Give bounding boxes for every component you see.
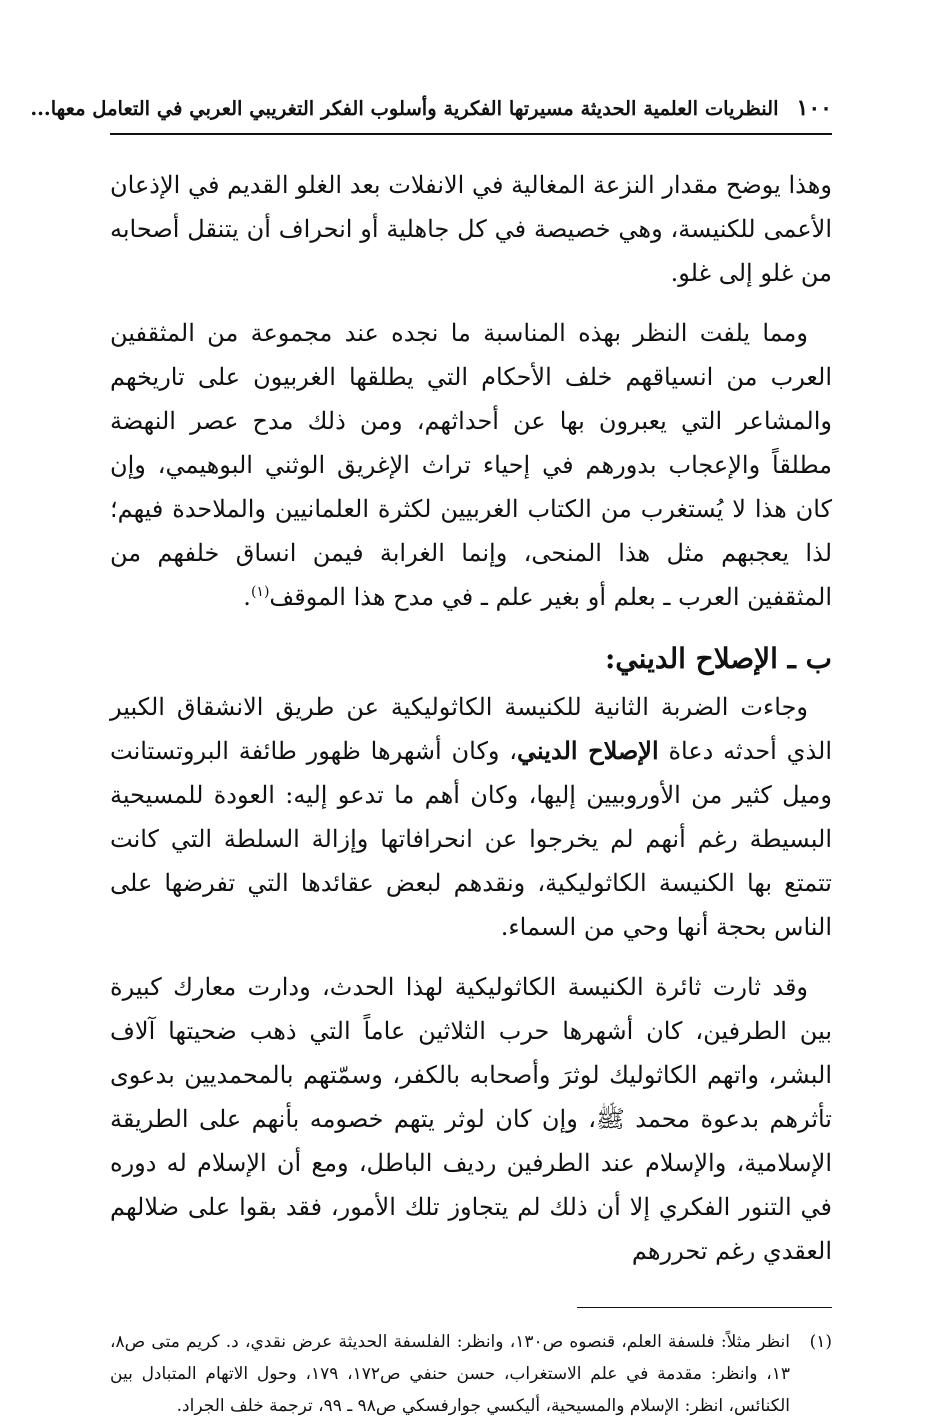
paragraph-2	[110, 311, 832, 619]
book-page	[30, 95, 833, 1422]
footnote-reference[interactable]: (١)	[250, 584, 270, 600]
paragraph-3-text-b: ، وكان أشهرها ظهور طائفة البروتستانت وميل كثير من الأوروبيين إليها، وكان أهم ما تدعو إليه: العودة للمسيحية البسيطة رغم أنهم لم يخرجوا عن انحرافاتها وإزالة السلطة التي كانت تتمتع بها الكنيسة الكاثوليكية، ونقدهم لبعض عقائدها التي تفرضها على الناس بحجة أنها وحي من السماء.	[110, 737, 833, 941]
footnote-text: انظر مثلاً: فلسفة العلم، قنصوه ص١٣٠، وانظر: الفلسفة الحديثة عرض نقدي، د. كريم متى ص٨، ١٣، وانظر: مقدمة في علم الاستغراب، حسن حنفي ص١٧٢، ١٧٩، وحول الاتهام المتبادل بين الكنائس، انظر: الإسلام والمسيحية، أليكسي جوارفسكي ص٩٨ ـ ٩٩، ترجمة خلف الجراد.	[110, 1332, 791, 1416]
running-header	[30, 95, 832, 129]
paragraph-3-text-a: وجاءت الضربة الثانية للكنيسة الكاثوليكية عن طريق الانشقاق الكبير الذي أحدثه دعاة	[110, 693, 833, 765]
footnote-mark: (١)	[809, 1332, 832, 1352]
paragraph-3-bold-term: الإصلاح الديني	[517, 736, 659, 765]
paragraph-3	[110, 685, 832, 949]
footnote-divider	[577, 1307, 832, 1308]
header-divider	[110, 133, 832, 135]
paragraph-4: وقد ثارت ثائرة الكنيسة الكاثوليكية لهذا الحدث، ودارت معارك كبيرة بين الطرفين، كان أشهرها حرب الثلاثين عاماً التي ذهب ضحيتها آلاف البشر، واتهم الكاثوليك لوثرَ وأصحابه بالكفر، وسمّتهم بالمحمديين بدعوى تأثرهم بدعوة محمد ﷺ، وإن كان لوثر يتهم خصومه بأنهم على الطريقة الإسلامية، والإسلام عند الطرفين رديف الباطل، ومع أن الإسلام له دوره في التنور الفكري إلا أن ذلك لم يتجاوز تلك الأمور، فقد بقوا على ضلالهم العقدي رغم تحررهم	[110, 973, 833, 1265]
page-number: ١٠٠	[796, 95, 832, 121]
section-heading: ب ـ الإصلاح الديني:	[604, 642, 832, 675]
paragraph-2-end: .	[243, 583, 251, 611]
paragraph-1: وهذا يوضح مقدار النزعة المغالية في الانفلات بعد الغلو القديم في الإذعان الأعمى للكنيسة، وهي خصيصة في كل جاهلية أو انحراف أن يتنقل أصحابه من غلو إلى غلو.	[110, 171, 832, 287]
running-header-title: النظريات العلمية الحديثة مسيرتها الفكرية وأسلوب الفكر التغريبي العربي في التعامل معها...	[30, 97, 779, 120]
footnote	[110, 1326, 832, 1422]
paragraph-2-text: ومما يلفت النظر بهذه المناسبة ما نجده عند مجموعة من المثقفين العرب من انسياقهم خلف الأحكام التي يطلقها الغربيون على تاريخهم والمشاعر التي يعبرون بها عن أحداثهم، ومن ذلك مدح عصر النهضة مطلقاً والإعجاب بدورهم في إحياء تراث الإغريق الوثني البوهيمي، وإن كان هذا لا يُستغرب من الكتاب الغربيين لكثرة العلمانيين والملاحدة فيهم؛ لذا يعجبهم مثل هذا المنحى، وإنما الغرابة فيمن انساق خلفهم من المثقفين العرب ـ بعلم أو بغير علم ـ في مدح هذا الموقف	[110, 319, 832, 611]
